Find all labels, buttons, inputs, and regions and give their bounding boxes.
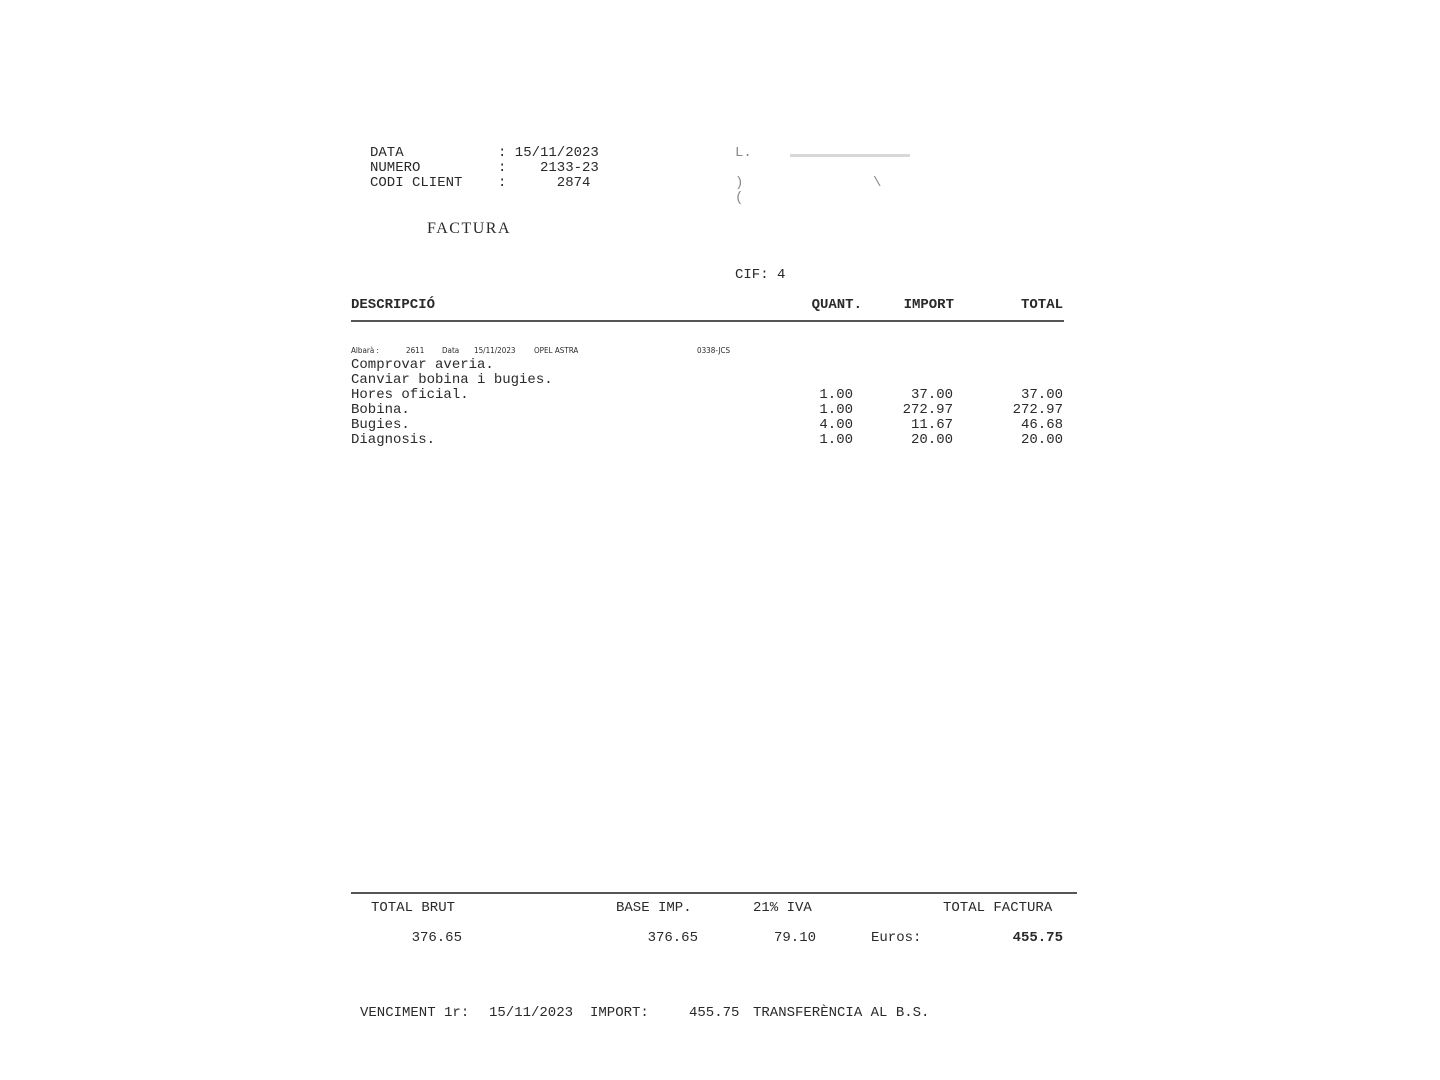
invoice-number-value: : 2133-23 — [498, 160, 599, 176]
header-divider — [351, 320, 1064, 322]
client-code-label: CODI CLIENT — [370, 175, 463, 191]
line-item-quantity: 1.00 — [819, 432, 853, 448]
line-item-import: 272.97 — [902, 402, 953, 418]
invoice-total-label: TOTAL FACTURA — [943, 900, 1053, 916]
column-header-import: IMPORT — [903, 297, 954, 313]
due-date-label: VENCIMENT 1r: — [360, 1005, 470, 1021]
column-header-description: DESCRIPCIÓ — [351, 297, 436, 313]
total-brut-value: 376.65 — [411, 930, 462, 946]
note-line: Comprovar averia. — [351, 357, 494, 373]
vat-value: 79.10 — [773, 930, 816, 946]
albara-date: 15/11/2023 — [474, 346, 516, 355]
note-line: Canviar bobina i bugies. — [351, 372, 553, 388]
invoice-number-label: NUMERO — [370, 160, 421, 176]
client-city: ( — [735, 190, 744, 206]
line-item-import: 37.00 — [910, 387, 953, 403]
column-header-total: TOTAL — [1020, 297, 1063, 313]
line-item-description: Diagnosis. — [351, 432, 436, 448]
client-name-redacted — [790, 154, 910, 157]
vehicle-model: OPEL ASTRA — [534, 346, 579, 355]
client-name: L. — [735, 145, 752, 161]
line-item-quantity: 1.00 — [819, 387, 853, 403]
total-brut-label: TOTAL BRUT — [371, 900, 456, 916]
line-item-total: 272.97 — [1012, 402, 1063, 418]
line-item-import: 20.00 — [910, 432, 953, 448]
line-item-total: 37.00 — [1020, 387, 1063, 403]
tax-base-label: BASE IMP. — [616, 900, 692, 916]
due-amount-label: IMPORT: — [590, 1005, 649, 1021]
client-address-end: \ — [873, 175, 882, 191]
line-item-description: Hores oficial. — [351, 387, 469, 403]
document-title: FACTURA — [427, 220, 511, 237]
albara-number: 2611 — [406, 346, 425, 355]
line-item-description: Bugies. — [351, 417, 410, 433]
line-item-import: 11.67 — [910, 417, 953, 433]
client-cif: CIF: 4 — [735, 267, 786, 283]
totals-divider — [351, 892, 1077, 894]
line-item-quantity: 4.00 — [819, 417, 853, 433]
client-code-value: : 2874 — [498, 175, 591, 191]
line-item-description: Bobina. — [351, 402, 410, 418]
client-address-start: ) — [735, 175, 744, 191]
tax-base-value: 376.65 — [647, 930, 698, 946]
line-item-total: 20.00 — [1020, 432, 1063, 448]
currency-label: Euros: — [871, 930, 922, 946]
due-date-value: 15/11/2023 — [489, 1005, 574, 1021]
date-value: : 15/11/2023 — [498, 145, 599, 161]
albara-label: Albarà : — [351, 346, 379, 355]
column-header-quantity: QUANT. — [811, 297, 862, 313]
line-item-total: 46.68 — [1020, 417, 1063, 433]
vat-label: 21% IVA — [753, 900, 812, 916]
albara-date-label: Data — [442, 346, 460, 355]
line-item-quantity: 1.00 — [819, 402, 853, 418]
due-amount-value: 455.75 — [689, 1005, 740, 1021]
payment-method: TRANSFERÈNCIA AL B.S. — [753, 1005, 930, 1021]
vehicle-plate: 0338-JCS — [697, 346, 731, 355]
date-label: DATA — [370, 145, 404, 161]
invoice-total-value: 455.75 — [1012, 930, 1063, 946]
